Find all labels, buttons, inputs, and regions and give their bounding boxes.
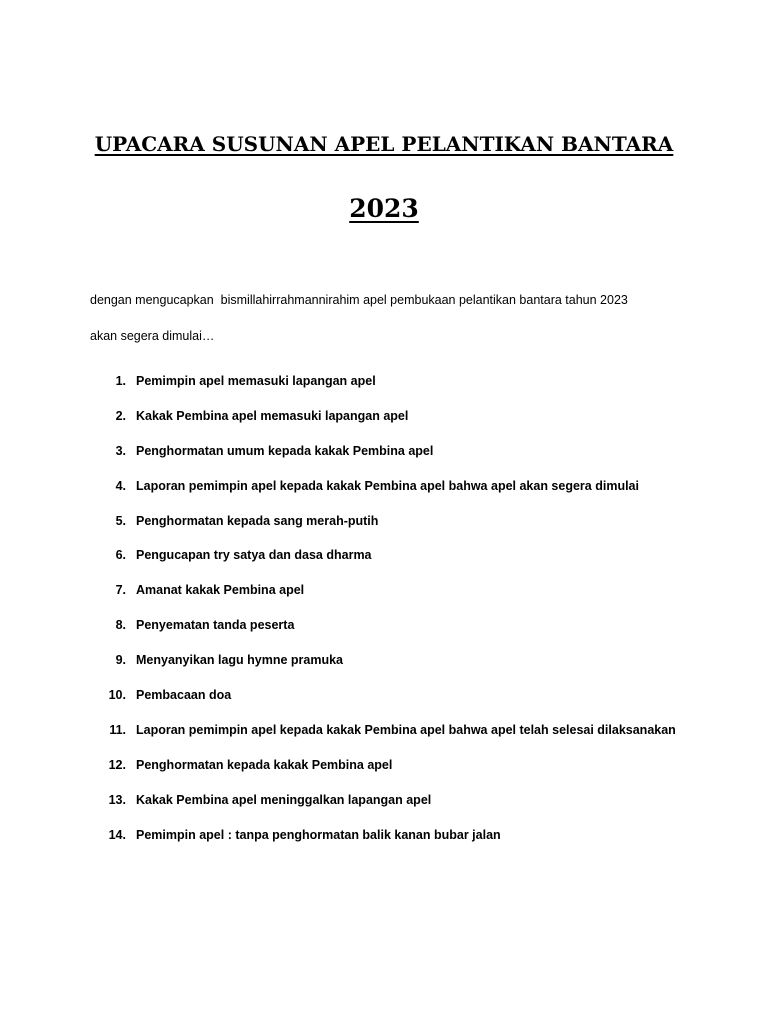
step-number: 14.	[108, 827, 126, 842]
document-title: UPACARA SUSUNAN APEL PELANTIKAN BANTARA	[94, 132, 674, 156]
step-text: Penyematan tanda peserta	[136, 618, 295, 633]
step-number: 12.	[108, 757, 126, 772]
list-item	[0, 512, 768, 547]
list-item	[0, 826, 768, 861]
step-text: Penghormatan kepada sang merah-putih	[136, 513, 379, 528]
list-item	[0, 721, 768, 756]
list-item	[0, 442, 768, 477]
step-text: Pengucapan try satya dan dasa dharma	[136, 548, 372, 563]
step-text: Penghormatan kepada kakak Pembina apel	[136, 757, 393, 772]
step-number: 9.	[115, 653, 126, 668]
list-item	[0, 546, 768, 581]
list-item	[0, 372, 768, 407]
step-number: 1.	[115, 374, 126, 388]
step-text: Kakak Pembina apel memasuki lapangan apel	[136, 408, 409, 423]
step-text: Laporan pemimpin apel kepada kakak Pembina apel bahwa apel telah selesai dilaksanakan	[136, 722, 676, 737]
step-text: Pembacaan doa	[136, 688, 232, 703]
step-number: 13.	[108, 792, 126, 807]
step-number: 3.	[115, 443, 126, 458]
step-number: 8.	[115, 618, 126, 633]
step-text: Pemimpin apel memasuki lapangan apel	[136, 374, 376, 388]
step-text: Amanat kakak Pembina apel	[136, 583, 305, 598]
list-item	[0, 581, 768, 616]
step-number: 2.	[115, 408, 126, 423]
step-number: 6.	[115, 548, 126, 563]
intro-text-line-2: akan segera dimulai…	[90, 329, 215, 343]
step-text: Pemimpin apel : tanpa penghormatan balik kanan bubar jalan	[136, 827, 501, 842]
step-text: Penghormatan umum kepada kakak Pembina apel	[136, 443, 434, 458]
step-number: 5.	[115, 513, 126, 528]
list-item	[0, 791, 768, 826]
list-item	[0, 651, 768, 686]
step-text: Laporan pemimpin apel kepada kakak Pembina apel bahwa apel akan segera dimulai	[136, 478, 639, 493]
list-item	[0, 686, 768, 721]
list-item	[0, 616, 768, 651]
list-item	[0, 756, 768, 791]
step-number: 10.	[108, 688, 126, 703]
step-number: 4.	[115, 478, 126, 493]
intro-text-line-1: dengan mengucapkan bismillahirrahmannirahim apel pembukaan pelantikan bantara tahun 2023	[90, 293, 628, 307]
step-text: Menyanyikan lagu hymne pramuka	[136, 653, 344, 668]
step-text: Kakak Pembina apel meninggalkan lapangan apel	[136, 792, 432, 807]
document-year: 2023	[349, 194, 419, 223]
list-item	[0, 407, 768, 442]
list-item	[0, 477, 768, 512]
ceremony-steps-list	[0, 372, 768, 860]
step-number: 11.	[109, 722, 126, 737]
step-number: 7.	[115, 583, 126, 598]
